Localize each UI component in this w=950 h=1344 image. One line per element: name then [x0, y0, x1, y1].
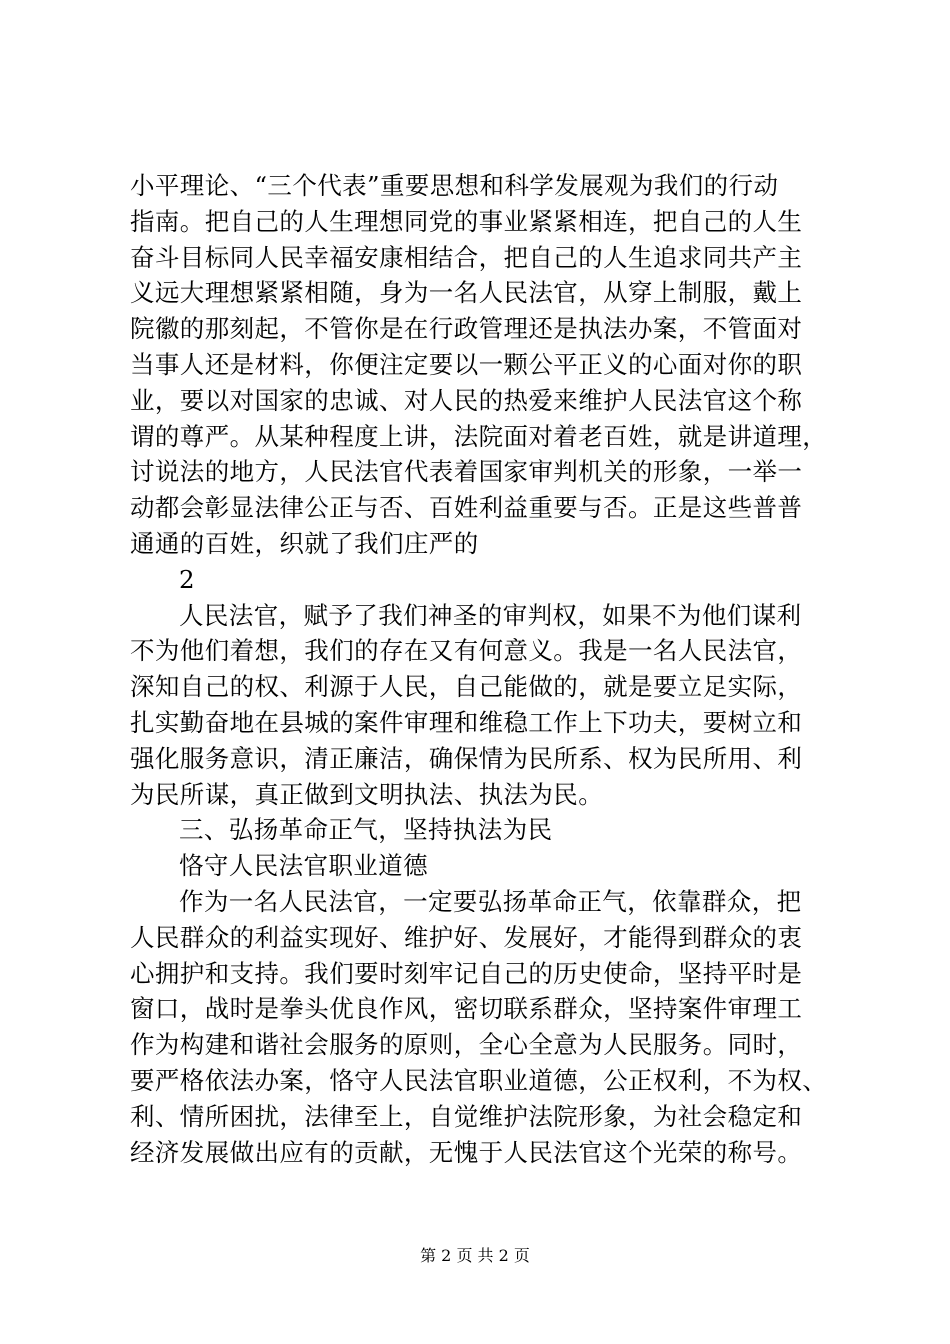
page-footer — [0, 1246, 950, 1266]
text-line: 作为构建和谐社会服务的原则，全心全意为人民服务。同时， — [130, 1030, 803, 1060]
text-line: 当事人还是材料，你便注定要以一颗公平正义的心面对你的职 — [130, 349, 803, 379]
text-line: 奋斗目标同人民幸福安康相结合，把自己的人生追求同共产主 — [130, 242, 803, 272]
text-line: 利、情所困扰，法律至上，自觉维护法院形象，为社会稳定和 — [130, 1101, 803, 1131]
text-line: 指南。把自己的人生理想同党的事业紧紧相连，把自己的人生 — [130, 206, 803, 236]
text-line: 小平理论、“三个代表”重要思想和科学发展观为我们的行动 — [130, 171, 779, 200]
text-line: 讨说法的地方，人民法官代表着国家审判机关的形象，一举一 — [130, 457, 803, 487]
section-subheading: 恪守人民法官职业道德 — [179, 851, 428, 881]
text-line: 动都会彰显法律公正与否、百姓利益重要与否。正是这些普普 — [130, 493, 803, 523]
text-line: 心拥护和支持。我们要时刻牢记自己的历史使命，坚持平时是 — [130, 958, 803, 988]
text-line: 强化服务意识，清正廉洁，确保情为民所系、权为民所用、利 — [130, 743, 803, 773]
text-line: 不为他们着想，我们的存在又有何意义。我是一名人民法官， — [130, 636, 803, 666]
text-line: 深知自己的权、利源于人民，自己能做的，就是要立足实际， — [130, 672, 803, 702]
text-line: 业，要以对国家的忠诚、对人民的热爱来维护人民法官这个称 — [130, 385, 803, 415]
text-line: 人民法官，赋予了我们神圣的审判权，如果不为他们谋利 — [179, 600, 802, 630]
text-line: 为民所谋，真正做到文明执法、执法为民。 — [130, 779, 604, 809]
text-line: 经济发展做出应有的贡献，无愧于人民法官这个光荣的称号。 — [130, 1137, 803, 1167]
page-count-label: 第 2 页 共 2 页 — [420, 1246, 530, 1265]
inline-page-number: 2 — [179, 564, 195, 594]
text-line: 扎实勤奋地在县城的案件审理和维稳工作上下功夫，要树立和 — [130, 707, 803, 737]
text-line: 作为一名人民法官，一定要弘扬革命正气，依靠群众，把 — [179, 886, 802, 916]
document-body — [130, 168, 830, 1170]
section-heading: 三、弘扬革命正气，坚持执法为民 — [179, 815, 553, 845]
text-line: 要严格依法办案，恪守人民法官职业道德，公正权利，不为权、 — [130, 1065, 828, 1095]
text-line: 谓的尊严。从某种程度上讲，法院面对着老百姓，就是讲道理， — [130, 421, 828, 451]
text-line: 窗口，战时是拳头优良作风，密切联系群众，坚持案件审理工 — [130, 994, 803, 1024]
text-line: 义远大理想紧紧相随，身为一名人民法官，从穿上制服，戴上 — [130, 278, 803, 308]
text-line: 通通的百姓，织就了我们庄严的 — [130, 528, 479, 558]
text-line: 人民群众的利益实现好、维护好、发展好，才能得到群众的衷 — [130, 922, 803, 952]
text-line: 院徽的那刻起，不管你是在行政管理还是执法办案，不管面对 — [130, 314, 803, 344]
